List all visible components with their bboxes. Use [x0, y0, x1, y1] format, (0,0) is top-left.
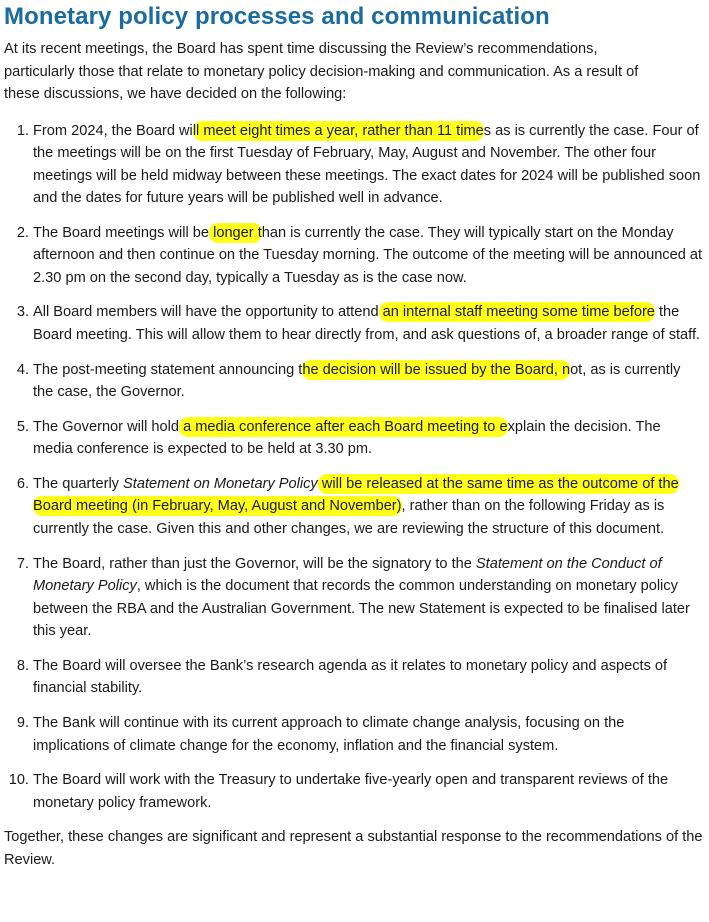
intro-paragraph: At its recent meetings, the Board has spent time discussing the Review’s recommendations, particularly those that relate to monetary policy decision-making and communication. As a result of these discussions, we have decided on the following:	[4, 41, 639, 102]
list-item-number: 3.	[16, 304, 29, 321]
highlighted-text: longer t	[209, 224, 262, 241]
list-item: 7. The Board, rather than just the Governor, will be the signatory to the Statement on the Conduct of Monetary Policy, which is the document that records the common understanding on monetary policy between the RBA and the Australian Government. The new Statement is expected to be finalised later this year.	[4, 553, 703, 643]
list-item-number: 7.	[16, 555, 29, 572]
highlighted-text: an internal staff meeting some time before	[378, 304, 655, 321]
document-title: Statement on Monetary Policy	[123, 475, 318, 492]
highlighted-text: a media conference after each Board meeting to e	[179, 418, 508, 435]
list-item-number: 5.	[16, 418, 29, 435]
list-item-number: 10.	[8, 772, 29, 789]
highlighted-text: he decision will be issued by the Board, n	[302, 361, 571, 378]
list-item-number: 1.	[16, 122, 29, 139]
list-item: 1. From 2024, the Board will meet eight times a year, rather than 11 times as is currently the case. Four of the meetings will be on the first Tuesday of February, May, August and November. The other four meetings will be held midway between these meetings. The exact dates for 2024 will be published soon and the dates for future years will be published well in advance.	[4, 120, 703, 210]
list-item: 8. The Board will oversee the Bank’s research agenda as it relates to monetary policy and aspects of financial stability.	[4, 655, 703, 700]
list-item-number: 8.	[16, 657, 29, 674]
highlighted-text: ll meet eight times a year, rather than 11 time	[192, 122, 484, 139]
closing-paragraph: Together, these changes are significant and represent a substantial response to the recommendations of the Review.	[4, 829, 703, 868]
list-item-number: 6.	[16, 475, 29, 492]
list-item: 9. The Bank will continue with its current approach to climate change analysis, focusing on the implications of climate change for the economy, inflation and the financial system.	[4, 712, 703, 757]
list-item: 4. The post-meeting statement announcing the decision will be issued by the Board, not, as is currently the case, the Governor.	[4, 359, 703, 404]
list-item: 10. The Board will work with the Treasury to undertake five-yearly open and transparent reviews of the monetary policy framework.	[4, 769, 703, 814]
document-title: Statement on the Conduct of Monetary Policy	[33, 555, 662, 595]
list-item: 6. The quarterly Statement on Monetary Policy will be released at the same time as the outcome of the Board meeting (in February, May, August and November), rather than on the following Friday as is currently the case. Given this and other changes, we are reviewing the structure of this document.	[4, 473, 703, 541]
page-title: Monetary policy processes and communication	[4, 3, 550, 30]
list-item: 5. The Governor will hold a media conference after each Board meeting to explain the decision. The media conference is expected to be held at 3.30 pm.	[4, 416, 703, 461]
list-item: 3. All Board members will have the opportunity to attend an internal staff meeting some time before the Board meeting. This will allow them to hear directly from, and ask questions of, a broader range of staff.	[4, 301, 703, 346]
list-item-number: 9.	[16, 715, 29, 731]
list-item-number: 4.	[16, 361, 29, 378]
list-item-number: 2.	[16, 224, 29, 241]
list-item: 2. The Board meetings will be longer than is currently the case. They will typically start on the Monday afternoon and then continue on the Tuesday morning. The outcome of the meeting will be announced at 2.30 pm on the second day, typically a Tuesday as is the case now.	[4, 222, 703, 290]
highlighted-text: will be released at the same time as the outcome of the Board meeting (in February, May, August and November)	[33, 475, 679, 515]
decision-list	[4, 120, 703, 815]
